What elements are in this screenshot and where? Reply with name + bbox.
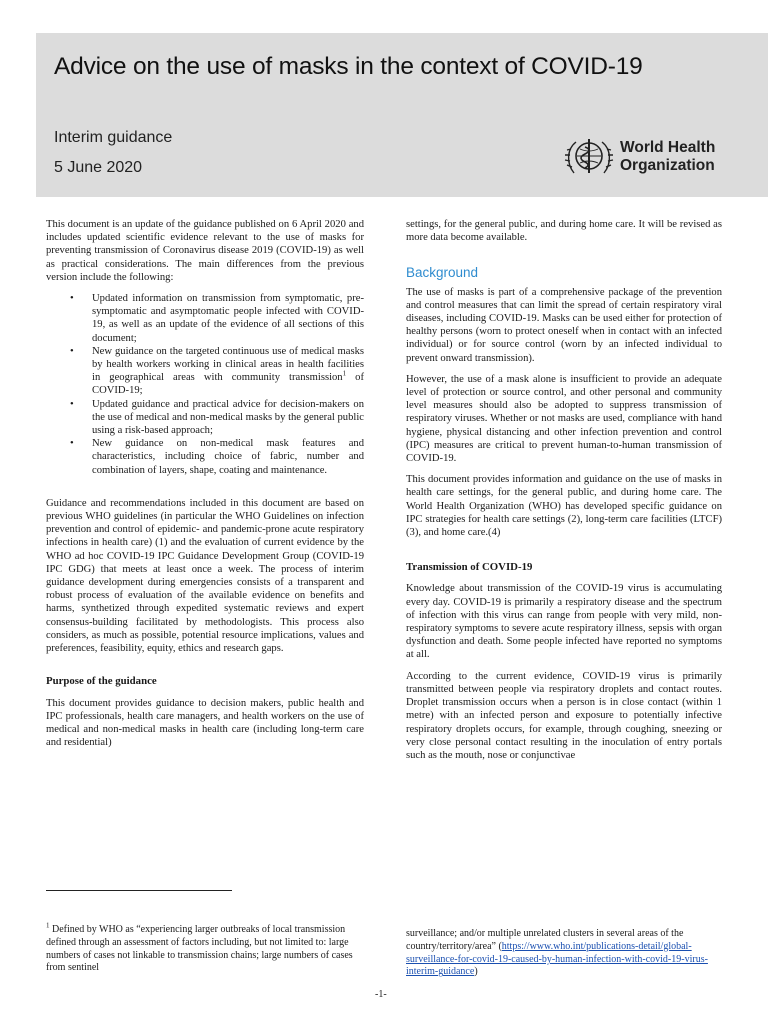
document-header [36, 33, 768, 197]
list-item-tail: of COVID-19; [92, 372, 364, 397]
bullet-icon: • [70, 398, 74, 410]
left-column [46, 218, 364, 757]
background-paragraph-1: The use of masks is part of a comprehensive package of the prevention and control measures that can limit the spread of certain respiratory viral diseases, including COVID-19. Masks can be used either for protection of healthy persons (worn to protect oneself when in contact with an infected individual) or for source control (worn by an infected individual to prevent onward transmission). [406, 286, 722, 364]
list-item [46, 292, 364, 345]
list-item-text: Updated information on transmission from symptomatic, pre-symptomatic and asymptomatic people infected with COVID-19, as well as an update of the evidence of all sections of this document; [92, 293, 364, 344]
transmission-paragraph-2: According to the current evidence, COVID-19 virus is primarily transmitted between people via respiratory droplets and contact routes. Droplet transmission occurs when a person is in close contact (within 1 metre) with an infected person and exposure to potentially infective respiratory droplets occurs, for example, through coughing, sneezing or very close personal contact resulting in the inoculation of entry portals such as the mouth, nose or conjunctivae [406, 670, 722, 761]
list-item [46, 398, 364, 438]
document-date: 5 June 2020 [54, 159, 143, 176]
background-paragraph-2: However, the use of a mask alone is insufficient to provide an adequate level of protection or source control, and other personal and community level measures should also be adopted to suppress transmission of respiratory viruses. Whether or not masks are used, compliance with hand hygiene, physical distancing and other infection prevention and control (IPC) measures are critical to prevent human-to-human transmission of COVID-19. [406, 373, 722, 465]
footnote-marker: 1 [46, 921, 50, 930]
logo-line1: World Health [620, 139, 716, 156]
who-emblem-icon [564, 135, 614, 181]
who-logo [564, 133, 734, 183]
changes-list [46, 292, 364, 477]
who-logo-text [620, 139, 715, 175]
footnote-divider [46, 890, 232, 891]
document-subtitle: Interim guidance [54, 129, 173, 146]
footnote-left [46, 921, 364, 975]
bullet-icon: • [70, 345, 74, 357]
guidance-paragraph: Guidance and recommendations included in this document are based on previous WHO guidelines (in particular the WHO Guidelines on infection prevention and control of epidemic- and pandemic-prone acute respiratory infections in health care) (1) and the evaluation of current evidence by the WHO ad hoc COVID-19 IPC Guidance Development Group (COVID-19 IPC GDG) that meets at least once a week. The process of interim guidance development during emergencies consists of a transparent and robust process of evaluation of the available evidence on benefits and harms, synthetized through expedited systematic reviews and expert consensus-building facilitated by methodologists. This process also considers, as much as possible, potential resource implications, values and preferences, feasibility, equity, ethics and research gaps. [46, 497, 364, 655]
list-item [46, 437, 364, 477]
footnote-ref[interactable]: 1 [342, 369, 347, 378]
list-item-text: New guidance on non-medical mask features and characteristics, including choice of fabric, number and combination of layers, shape, coating and maintenance. [92, 438, 364, 476]
transmission-paragraph-1: Knowledge about transmission of the COVID-19 virus is accumulating every day. COVID-19 is primarily a respiratory disease and the spectrum of infection with this virus can range from people with very mild, non-respiratory symptoms to severe acute respiratory illness, sepsis with organ dysfunction and death. Some people infected have reported no symptoms at all. [406, 583, 722, 661]
footnote-text-cont: surveillance; and/or multiple unrelated clusters in several areas of the country/territory/area” ( [406, 928, 684, 952]
list-item-text: Updated guidance and practical advice for decision-makers on the use of medical and non-medical masks by the general public using a risk-based approach; [92, 398, 364, 437]
list-item-text: New guidance on the targeted continuous use of medical masks by health workers working in clinical areas in health facilities in geographical areas with community transmission [92, 345, 364, 384]
page-number: -1- [375, 989, 387, 1000]
background-paragraph-3: This document provides information and guidance on the use of masks in health care settings, for the general public, and during home care. The World Health Organization (WHO) has developed specific guidance on IPC strategies for health care settings (2), long-term care facilities (LTCF) (3), and home care.(4) [406, 474, 722, 539]
transmission-heading: Transmission of COVID-19 [406, 561, 533, 574]
footnote-right [406, 928, 724, 979]
bullet-icon: • [70, 293, 74, 305]
footnote-link[interactable]: https://www.who.int/publications-detail/global-surveillance-for-covid-19-caused-by-human-infection-with-covid-19-virus-interim-guidance [406, 940, 708, 978]
purpose-paragraph: This document provides guidance to decision makers, public health and IPC professionals, health care managers, and health workers on the use of medical and non-medical masks in health care (including long-term care and residential) [46, 697, 364, 749]
right-column [406, 218, 722, 770]
purpose-heading: Purpose of the guidance [46, 675, 157, 688]
continuation-paragraph: settings, for the general public, and during home care. It will be revised as more data become available. [406, 219, 722, 244]
intro-paragraph: This document is an update of the guidance published on 6 April 2020 and includes updated scientific evidence relevant to the use of masks for preventing transmission of Coronavirus disease 2019 (COVID-19) as well as practical considerations. The main differences from the previous version include the following: [46, 219, 364, 283]
document-title: Advice on the use of masks in the context of COVID-19 [54, 53, 643, 80]
list-item [46, 345, 364, 398]
background-heading: Background [406, 265, 479, 281]
footnote-text: Defined by WHO as “experiencing larger outbreaks of local transmission defined through an assessment of factors including, but not limited to: large numbers of cases not linkable to transmission chains; large numbers of cases from sentinel [46, 924, 353, 974]
footnote-close: ) [474, 966, 478, 978]
logo-line2: Organization [620, 157, 715, 174]
bullet-icon: • [70, 438, 74, 450]
